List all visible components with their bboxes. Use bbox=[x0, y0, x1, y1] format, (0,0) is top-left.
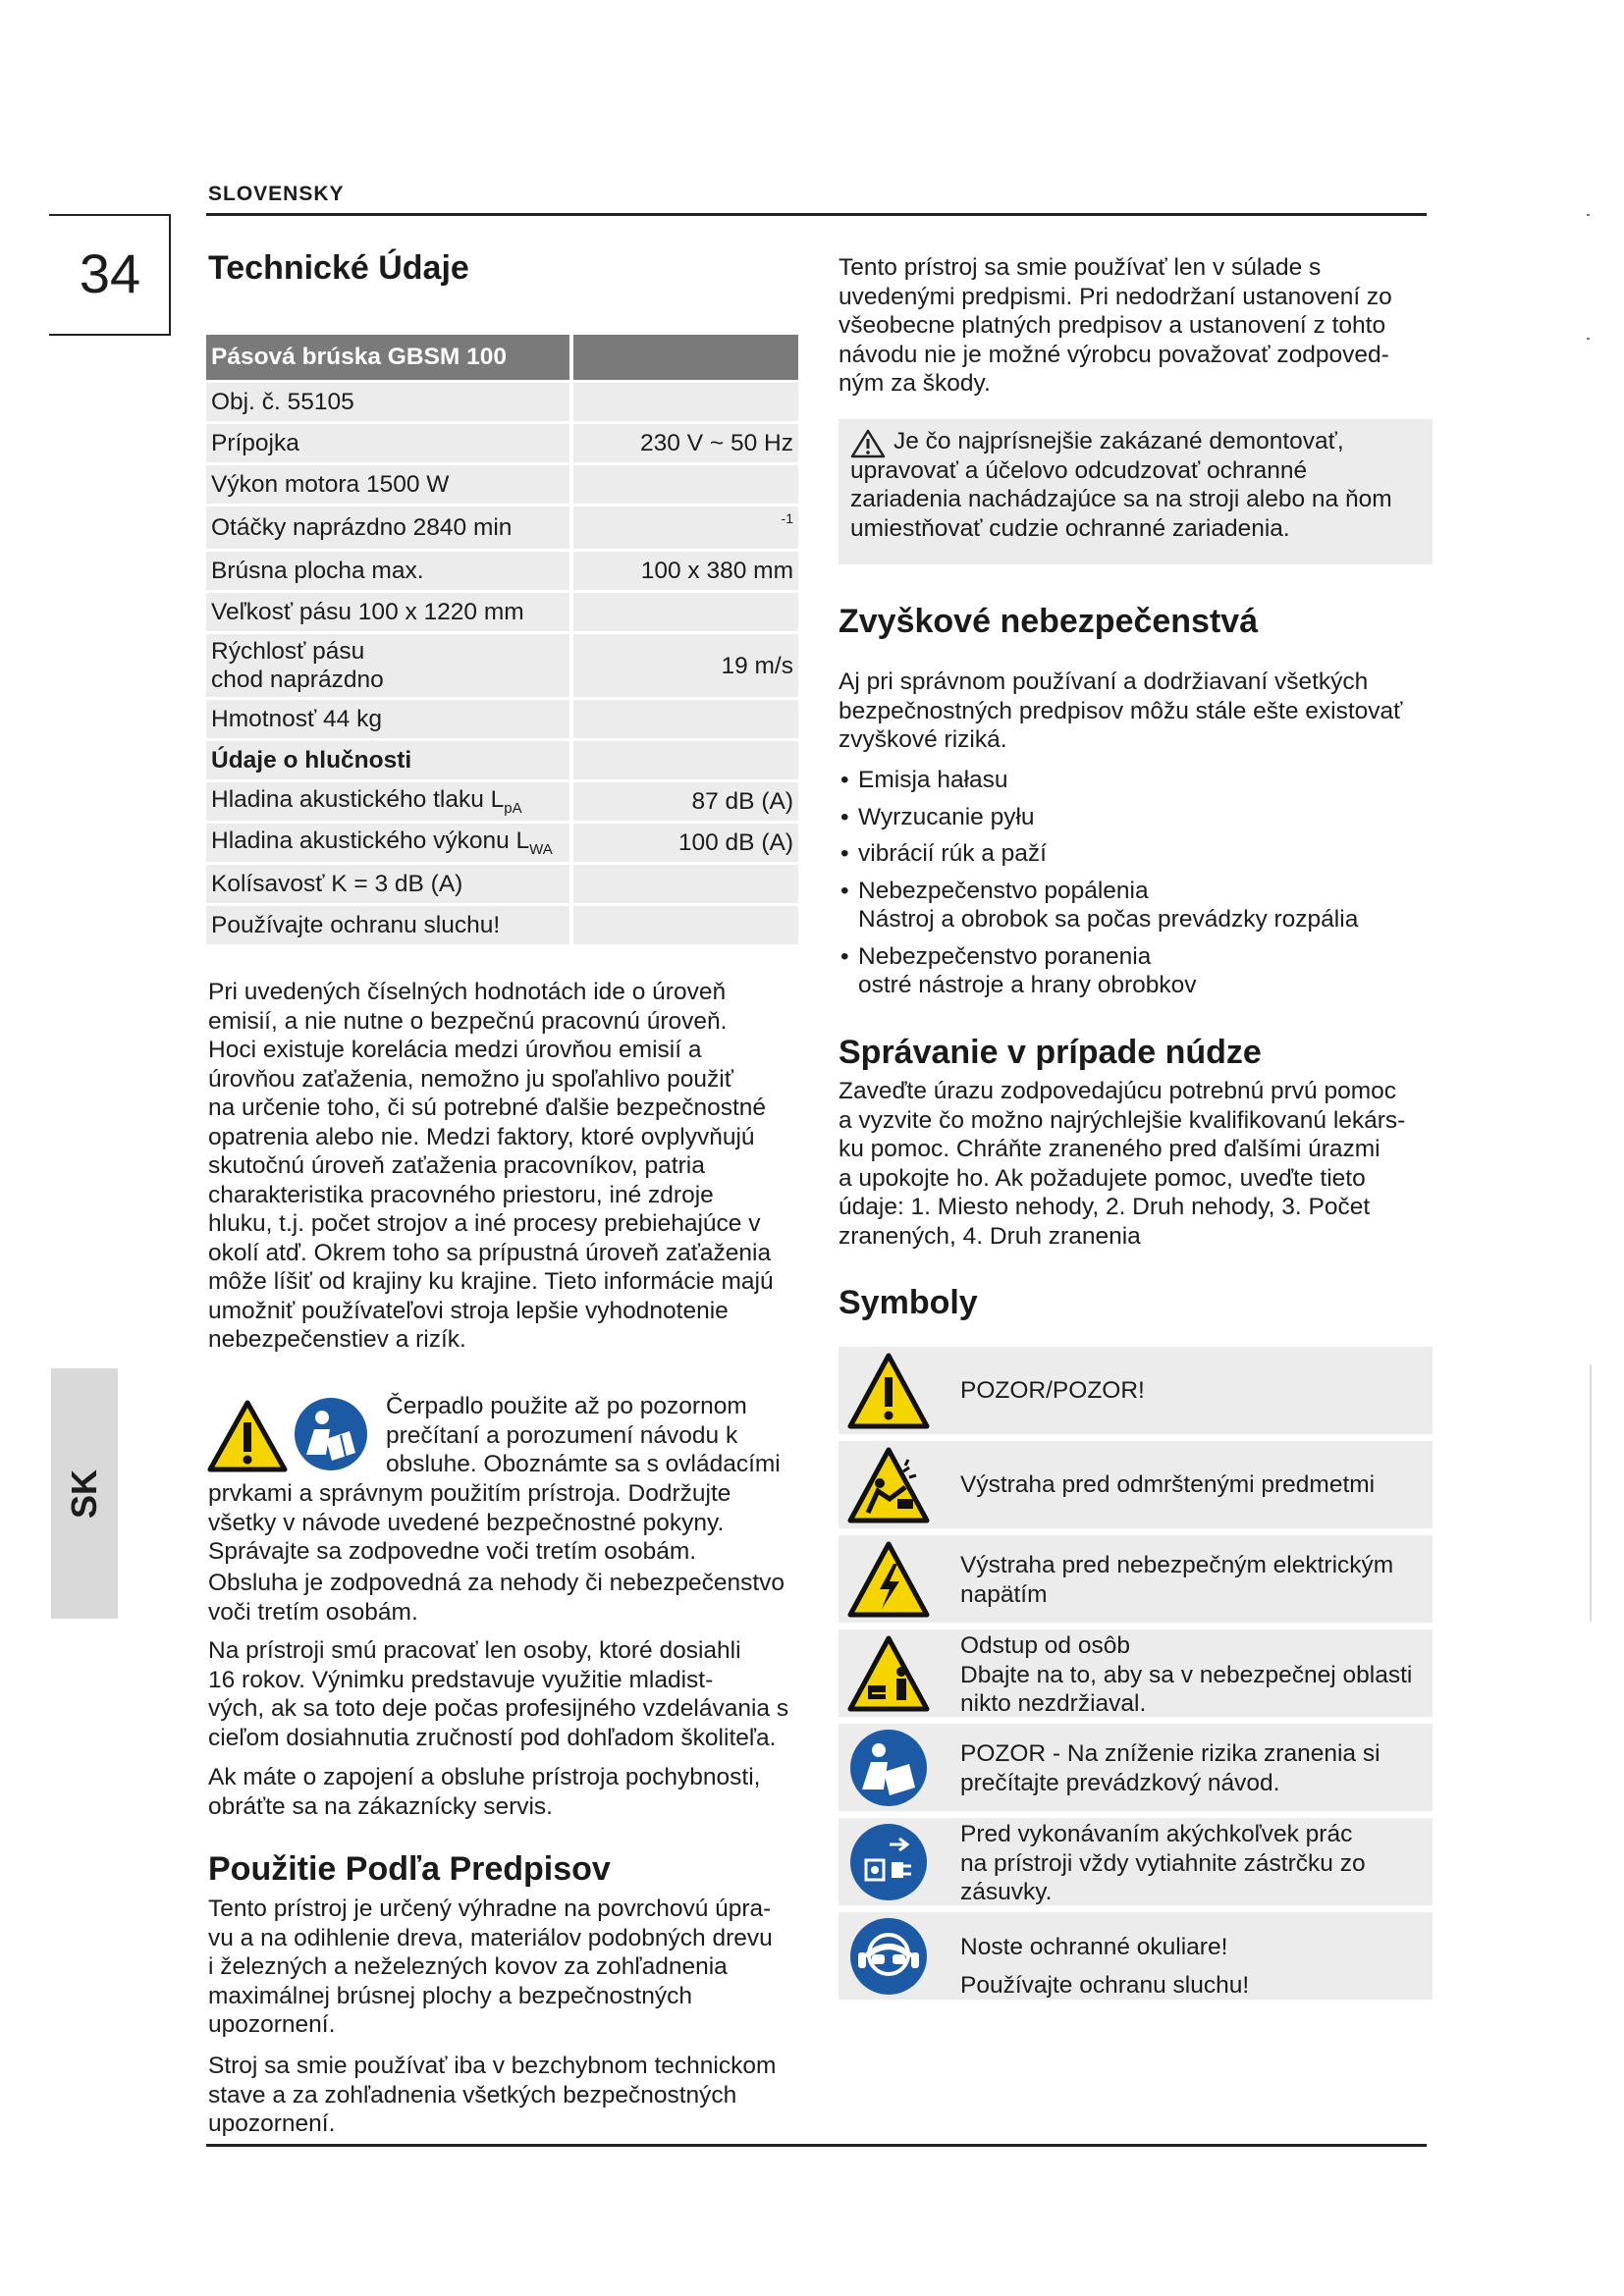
symbol-row-unplug: Pred vykonávaním akýchkoľvek prác na prístroji vždy vytiahnite zástrčku zo zásuvky. bbox=[839, 1818, 1433, 1905]
table-row: Hmotnosť 44 kg bbox=[206, 700, 798, 738]
symbol-row-manual: POZOR - Na zníženie rizika zranenia si prečítajte prevádzkový návod. bbox=[839, 1724, 1433, 1811]
residual-risks-intro: Aj pri správnom používaní a dodržiavaní všetkých bezpečnostných predpisov môžu stále ešte existovať zvyškové riziká. bbox=[839, 668, 1403, 753]
rpm-superscript: -1 bbox=[781, 510, 793, 526]
usage-paragraph-2: Stroj sa smie používať iba v bezchybnom technickom stave a za zohľadnenia všetkých bezpečnostných upozornení. bbox=[208, 2053, 777, 2137]
table-row: Prípojka 230 V ~ 50 Hz bbox=[206, 424, 798, 462]
read-manual-icon bbox=[293, 1396, 369, 1472]
language-side-tab bbox=[51, 1368, 118, 1619]
list-item: • Nebezpečenstvo poranenia ostré nástroje a hrany obrobkov bbox=[839, 942, 1433, 1000]
intro-paragraph: Tento prístroj sa smie používať len v súlade s uvedenými predpismi. Pri nedodržaní ustanovení zo všeobecne platných predpisov a ustanovení z tohto návodu nie je možné výrobcu považovať zodpoved- ným za škody. bbox=[839, 254, 1392, 397]
table-row: Obj. č. 55105 bbox=[206, 383, 798, 421]
page-number: 34 bbox=[79, 242, 141, 304]
list-item: • Emisja hałasu bbox=[839, 766, 1433, 795]
list-item: • Wyrzucanie pyłu bbox=[839, 803, 1433, 832]
warning-box: Je čo najprísnejšie zakázané demontovať, upravovať a účelovo odcudzovať ochranné zariadenia nachádzajúce sa na stroji alebo na ňom umiestňovať cudzie ochranné zariadenia. bbox=[839, 419, 1433, 564]
table-row: Hladina akustického tlaku $L_{pA}$ 87 dB (A) bbox=[206, 782, 798, 821]
symbol-row-protection: Noste ochranné okuliare! Používajte ochranu sluchu! bbox=[839, 1912, 1433, 2000]
emergency-title: Správanie v prípade núdze bbox=[839, 1034, 1262, 1071]
symbol-row-distance: Odstup od osôb Dbajte na to, aby sa v nebezpečnej oblasti nikto nezdržiaval. bbox=[839, 1629, 1433, 1717]
risk-list bbox=[839, 766, 1433, 1008]
bottom-divider bbox=[206, 2144, 1427, 2147]
emergency-paragraph: Zaveďte úrazu zodpovedajúcu potrebnú prvú pomoc a vyzvite čo možno najrýchlejšie kvalifikovanú lekárs- ku pomoc. Chráňte zraneného pred ďalšími úrazmi a upokojte ho. Ak požadujete pomoc, uveďte tieto údaje: 1. Miesto nehody, 2. Druh nehody, 3. Počet zranených, 4. Druh zranenia bbox=[839, 1078, 1406, 1250]
list-item: • Nebezpečenstvo popálenia Nástroj a obrobok sa počas prevádzky rozpália bbox=[839, 877, 1433, 934]
table-row: Výkon motora 1500 W bbox=[206, 465, 798, 504]
residual-risks-title: Zvyškové nebezpečenstvá bbox=[839, 603, 1259, 640]
table-row: Kolísavosť K = 3 dB (A) bbox=[206, 865, 798, 903]
table-row: Používajte ochranu sluchu! bbox=[206, 906, 798, 944]
table-row: Hladina akustického výkonu $L_{WA}$ 100 dB (A) bbox=[206, 824, 798, 862]
table-row: Veľkosť pásu 100 x 1220 mm bbox=[206, 593, 798, 631]
spec-table bbox=[206, 332, 798, 947]
table-row: Brúsna plocha max. 100 x 380 mm bbox=[206, 552, 798, 590]
usage-paragraph: Tento prístroj je určený výhradne na povrchovú úpra- vu a na odihlenie dreva, materiálov podobných drevu i železných a neželezných kovov za zohľadnenia maximálnej brúsnej plochy a bezpečnostných upozornení. bbox=[208, 1896, 773, 2038]
usage-title: Použitie Podľa Predpisov bbox=[208, 1850, 611, 1888]
table-row: Otáčky naprázdno 2840 min -1 bbox=[206, 507, 798, 549]
table-row: Rýchlosť pásu chod naprázdno 19 m/s bbox=[206, 634, 798, 697]
warning-triangle-icon bbox=[206, 1399, 289, 1473]
service-paragraph: Ak máte o zapojení a obsluhe prístroja pochybnosti, obráťte sa na zákaznícky servis. bbox=[208, 1764, 761, 1820]
symbol-row-flying-objects: Výstraha pred odmrštenými predmetmi bbox=[839, 1441, 1433, 1528]
edge-line bbox=[1590, 1364, 1592, 1622]
language-tab-label: SK bbox=[64, 1468, 104, 1519]
warning-small-icon bbox=[850, 429, 886, 458]
language-label: SLOVENSKY bbox=[208, 183, 345, 205]
age-paragraph: Na prístroji smú pracovať len osoby, ktoré dosiahli 16 rokov. Výnimku predstavuje využitie mladist- vých, ak sa toto deje počas profesijného vzdelávania s cieľom dosiahnutia zručností pod dohľadom školiteľa. bbox=[208, 1637, 789, 1751]
table-row bbox=[206, 335, 798, 380]
table-row: Údaje o hlučnosti bbox=[206, 741, 798, 779]
symbol-row-warning: POZOR/POZOR! bbox=[839, 1347, 1433, 1434]
read-manual-icon bbox=[846, 1727, 931, 1808]
manual-paragraph: prvkami a správnym použitím prístroja. Dodržujte všetky v návode uvedené bezpečnostné pokyny. Správajte sa zodpovedne voči tretím osobám. bbox=[208, 1480, 731, 1565]
tech-data-title: Technické Údaje bbox=[208, 249, 469, 287]
manual-paragraph-short: Čerpadlo použite až po pozornom prečítaní a porozumení návodu k obsluhe. Oboznámte sa s ovládacími bbox=[386, 1393, 781, 1477]
keep-distance-icon bbox=[846, 1632, 931, 1714]
symbol-row-electric: Výstraha pred nebezpečným elektrickým napätím bbox=[839, 1535, 1433, 1623]
crop-mark bbox=[1587, 338, 1590, 340]
unplug-icon bbox=[846, 1821, 931, 1902]
spec-table-head: Pásová brúska GBSM 100 bbox=[206, 335, 569, 380]
emission-paragraph: Pri uvedených číselných hodnotách ide o úroveň emisií, a nie nutne o bezpečnú pracovnú úroveň. Hoci existuje korelácia medzi úrovňou emisií a úrovňou zaťaženia, nemožno ju spoľahlivo použiť na určenie toho, či sú potrebné ďalšie bezpečnostné opatrenia alebo nie. Medzi faktory, ktoré ovplyvňujú skutočnú úroveň zaťaženia pracovníkov, patria charakteristika pracovného priestoru, iné zdroje hluku, t.j. počet strojov a iné procesy prebiehajúce v okolí atď. Okrem toho sa prípustná úroveň zaťaženia môže líšiť od krajiny ku krajine. Tieto informácie majú umožniť používateľovi stroja lepšie vyhodnotenie nebezpečenstiev a rizík. bbox=[208, 979, 774, 1353]
goggles-ear-protection-icon bbox=[846, 1915, 931, 1997]
crop-mark bbox=[1587, 214, 1590, 216]
warning-triangle-icon bbox=[846, 1350, 931, 1431]
liability-paragraph: Obsluha je zodpovedná za nehody či nebezpečenstvo voči tretím osobám. bbox=[208, 1570, 785, 1626]
flying-objects-icon bbox=[846, 1444, 931, 1525]
electric-hazard-icon bbox=[846, 1538, 931, 1620]
symbols-title: Symboly bbox=[839, 1284, 978, 1321]
list-item: • vibrácií rúk a paží bbox=[839, 839, 1433, 869]
top-divider bbox=[206, 213, 1427, 216]
